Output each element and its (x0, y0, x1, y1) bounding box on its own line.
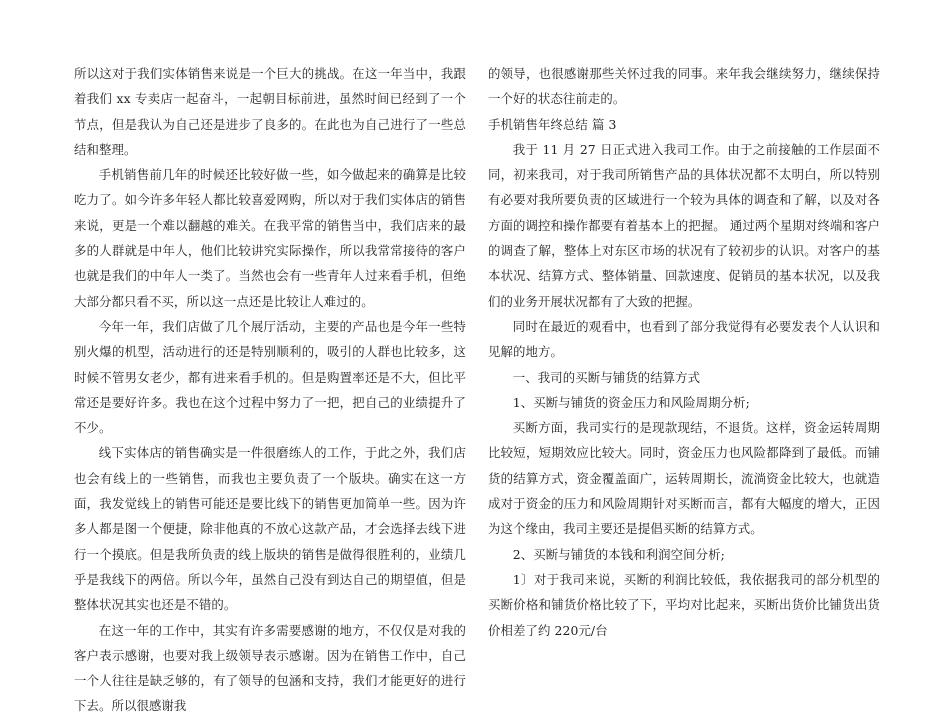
left-paragraph: 线下实体店的销售确实是一件很磨练人的工作，于此之外，我们店也会有线上的一些销售，而我也主要负责了一个版块。确实在这一方面，我发觉线上的销售可能还是要比线下的销售更加简单一些。因为许多人都是图一个便捷，除非他真的不放心这款产品，才会选择去线下进行一个摸底。但是我所负责的线上版块的销售是做得很胜利的，业绩几乎是我线下的两倍。所以今年，虽然自己没有到达自己的期望值，但是整体状况其实也还是不错的。 (74, 445, 466, 613)
right-paragraph: 的领导，也很感谢那些关怀过我的同事。来年我会继续努力，继续保持一个好的状态往前走的。 (488, 66, 880, 107)
left-text-column (74, 61, 466, 719)
right-paragraph: 手机销售年终总结 篇 3 (488, 116, 617, 132)
right-paragraph: 1、买断与铺货的资金压力和风险周期分析; (512, 394, 750, 410)
left-paragraph: 今年一年，我们店做了几个展厅活动，主要的产品也是今年一些特别火爆的机型，活动进行的还是特别顺利的，吸引的人群也比较多，这时候不管男女老少，都有进来看手机的。但是购置率还是不大，但比平常还是要好许多。我也在这个过程中努力了一把，把自己的业绩提升了不少。 (74, 318, 466, 436)
right-text-column (488, 61, 880, 643)
left-paragraph: 在这一年的工作中，其实有许多需要感谢的地方，不仅仅是对我的客户表示感谢，也要对我上级领导表示感谢。因为在销售工作中，自己一个人往往是缺乏够的，有了领导的包涵和支持，我们才能更好的进行下去。所以很感谢我 (74, 622, 466, 714)
right-paragraph: 一、我司的买断与铺货的结算方式 (512, 369, 701, 385)
right-paragraph: 同时在最近的观看中，也看到了部分我觉得有必要发表个人认识和见解的地方。 (488, 318, 880, 360)
right-paragraph: 我于 11 月 27 日正式进入我司工作。由于之前接触的工作层面不同，初来我司，对于我司所销售产品的具体状况都不太明白，所以特别有必要对我所要负责的区域进行一个较为具体的调查和了解，以及对各方面的调控和操作都要有着基本上的把握。 通过两个星期对终端和客户的调查了解，整体上对东区市场的状况有了较初步的认识。对客户的基本状况、结算方式、整体销量、回款速度、促销员的基本状况，以及我们的业务开展状况都有了大致的把握。 (488, 141, 880, 309)
right-paragraph: 2、买断与铺货的本钱和利润空间分析; (512, 546, 725, 562)
right-paragraph: 买断方面，我司实行的是现款现结，不退货。这样，资金运转周期比较短，短期效应比较大。同时，资金压力也风险都降到了最低。而铺货的结算方式，资金覆盖面广，运转周期长，流淌资金比较大，也就造成对于资金的压力和风险周期针对买断而言，都有大幅度的增大，正因为这个缘由，我司主要还是提倡买断的结算方式。 (488, 420, 880, 537)
left-paragraph: 所以这对于我们实体销售来说是一个巨大的挑战。在这一年当中，我跟着我们 xx 专卖店一起奋斗，一起朝目标前进，虽然时间已经到了一个节点，但是我认为自己还是进步了良多的。在此也为自己进行了一些总结和整理。 (74, 66, 466, 157)
left-paragraph: 手机销售前几年的时候还比较好做一些，如今做起来的确算是比较吃力了。如今许多年轻人都比较喜爱网购，所以对于我们实体店的销售来说，更是一个难以翻越的难关。在我平常的销售当中，我们店来的最多的人群就是中年人，他们比较讲究实际操作，所以我常常接待的客户也就是我们的中年人一类了。当然也会有一些青年人过来看手机，但绝大部分都只看不买，所以这一点还是比较让人难过的。 (74, 167, 466, 309)
right-paragraph: 1〕对于我司来说，买断的利润比较低，我依据我司的部分机型的买断价格和铺货价格比较了下，平均对比起来，买断出货价比铺货出货价相差了约 220元/台 (488, 571, 880, 638)
